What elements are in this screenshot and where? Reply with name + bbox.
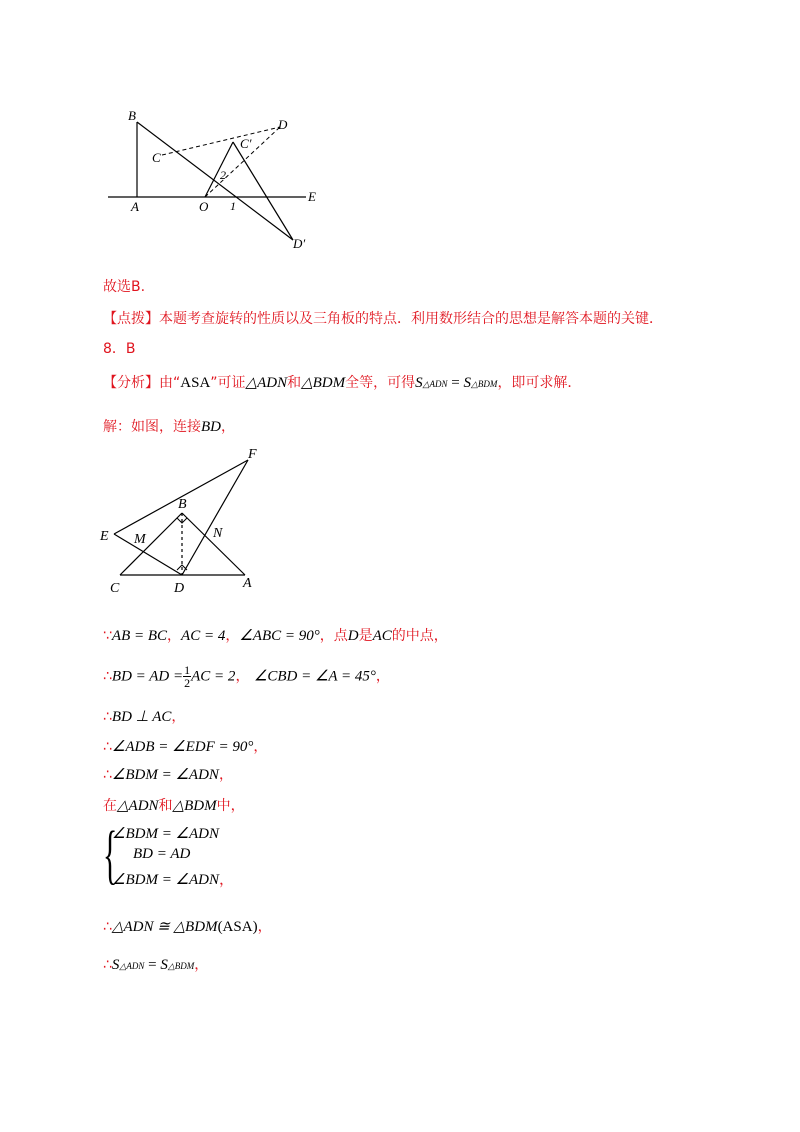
segment-ed: [114, 534, 182, 575]
label-a: A: [131, 199, 139, 214]
label-d: D: [278, 117, 288, 132]
triangle-figure: [98, 442, 268, 597]
label-f: F: [248, 447, 257, 462]
tip-body: 本题考查旋转的性质以及三角板的特点．利用数形结合的思想是解答本题的关键．: [159, 311, 663, 327]
question-8-heading: 8．B: [103, 341, 136, 357]
segment-bd-prime: [137, 122, 293, 240]
label-b: B: [128, 108, 136, 123]
label-c-prime: C′: [240, 136, 252, 151]
label-b: B: [178, 497, 187, 512]
segment-df: [182, 460, 248, 575]
dashed-cd: [162, 127, 280, 155]
tip-label: 【点拨】: [103, 311, 159, 327]
label-d: D: [174, 581, 185, 596]
label-d-prime: D′: [293, 236, 306, 251]
analysis-line: 【分析】由“ASA”可证△ADN和△BDM全等，可得S△ADN = S△BDM，即可求解．: [103, 375, 582, 391]
segment-oc-prime: [205, 142, 233, 197]
step-right-angles: ∴∠ADB = ∠EDF = 90°，: [103, 739, 268, 755]
congruence-system: [103, 818, 263, 892]
rotation-figure: [100, 100, 330, 260]
system-row-1: ∠BDM = ∠ADN: [112, 826, 220, 842]
answer-line: 故选B.: [103, 279, 146, 295]
fraction-one-half: $\frac{1}{2}$: [184, 663, 191, 690]
label-n: N: [213, 526, 223, 541]
label-e: E: [100, 529, 109, 544]
solution-intro: 解：如图，连接BD，: [103, 419, 235, 435]
step-congruent: ∴△ADN ≅ △BDM(ASA)，: [103, 919, 272, 935]
step-bd-ad: ∴BD = AD = $\frac{1}{2}$ AC = 2， ∠CBD = ∠A = 45°，: [103, 663, 390, 690]
step-in-triangles: 在△ADN和△BDM中，: [103, 798, 245, 814]
system-row-2: BD = AD: [133, 846, 191, 862]
tip-line: [103, 310, 663, 328]
left-brace: {: [103, 818, 118, 891]
segment-cb: [120, 513, 182, 575]
label-o: O: [199, 199, 209, 214]
label-e: E: [308, 189, 316, 204]
label-angle-2: 2: [220, 168, 226, 182]
given-line: ∵AB = BC，AC = 4，∠ABC = 90°，点D是AC的中点，: [103, 628, 448, 644]
step-area-equal: ∴S△ADN = S△BDM，: [103, 957, 209, 973]
label-c: C: [110, 581, 120, 596]
system-row-3: ∠BDM = ∠ADN，: [112, 872, 235, 888]
segment-c-prime-d-prime: [233, 142, 293, 240]
label-a: A: [243, 576, 252, 591]
segment-ba: [182, 513, 245, 575]
step-angle-equal: ∴∠BDM = ∠ADN，: [103, 767, 233, 783]
step-perpendicular: ∴BD ⊥ AC，: [103, 709, 186, 725]
label-m: M: [134, 532, 146, 547]
label-c: C: [152, 150, 161, 165]
label-angle-1: 1: [230, 199, 236, 213]
